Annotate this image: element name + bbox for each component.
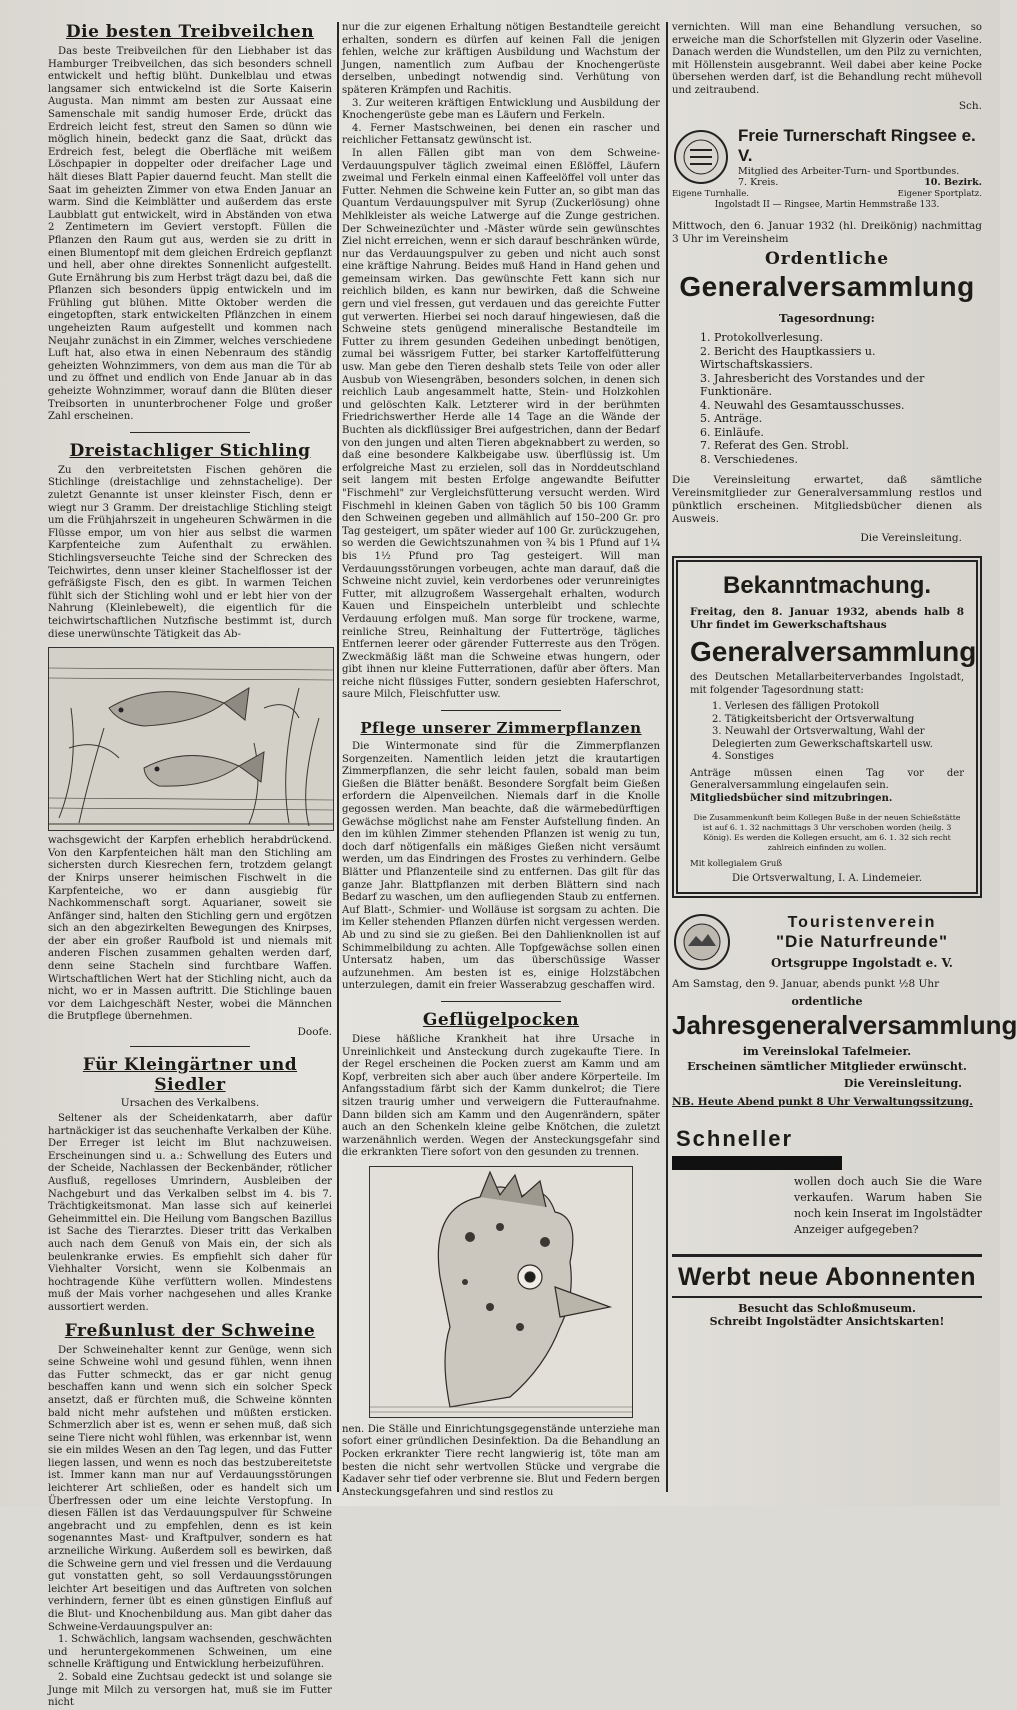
ad1-address: Ingolstadt II — Ringsee, Martin Hemmstraße 133.	[714, 200, 940, 211]
ad1-agenda-item: 6. Einläufe.	[700, 425, 764, 439]
ad4-title: Schneller	[676, 1125, 794, 1151]
ad2-org: des Deutschen Metallarbeiterverbandes Ingolstadt, mit folgender Tagesordnung statt:	[690, 672, 964, 696]
ad1-generalversammlung: Generalversammlung	[679, 271, 975, 303]
ad2-generalversammlung: Generalversammlung	[690, 636, 977, 668]
ad1-agenda-item: 2. Bericht des Hauptkassiers u. Wirtschaftskassiers.	[700, 344, 876, 372]
article-body-treibveilchen: Das beste Treibveilchen für den Liebhaber ist das Hamburger Treibveilchen, das sich besonders schnell entwickelt und heftig blüht. Dunkelblau und etwas langsamer sich entwickelnd ist die Sorte Kaiserin Augusta. Man nimmt am besten zur Aussaat eine Samenschale mit sandig humoser Erde, drückt das Erdreich leicht fest, streut den Samen so dünn wie möglich hinein, bedeckt ganz die Saat, drückt das Erdreich fest, belegt die Oberfläche mit weißem Löschpapier in doppelter oder dreifacher Lage und hält dieses Blatt Papier dauernd feucht. Man stellt die Saat im geheizten Zimmer von etwa Enden Januar an warm. Sind die Keimblätter und außerdem das erste Laubblatt gut entwickelt, wird in Abständen von etwa 2 Zentimetern im Geviert verstopft. Füllen die Pflanzen den Raum gut aus, werden sie zu dritt in einen Blumentopf mit dem gleichen Erdreich gepflanzt und hell, aber ohne direktes Sonnenlicht aufgestellt. Gute Ernährung bis zum Herbst trägt dazu bei, daß die Pflanzen sich besonders üppig entwickeln und im Frühling gut blühen. Mitte Oktober werden die eingetopften, stark entwickelten Pflänzchen in einem ungeheizten Raum aufgestellt und kommen nach Neujahr zunächst in ein Zimmer, welches verschiedene Luft hat, also etwa in einen Nebenraum des ständig geheizten Wohnzimmers, von dem aus man die Tür ab und zu öffnet und endlich von Ende Januar ab in das geheizte Wohnzimmer, worauf dann die Blüten dieser Treibsorten in ununterbrochener Folge und großer Zahl erscheinen.	[48, 46, 333, 423]
article-author-stichling: Doofe.	[297, 1026, 332, 1039]
ad-bekanntmachung	[672, 556, 982, 898]
ad-werbt-abonnenten	[672, 1254, 982, 1328]
club-emblem-icon	[672, 128, 730, 186]
divider	[130, 432, 250, 433]
ad1-note: Die Vereinsleitung erwartet, daß sämtliche Vereinsmitglieder zur Generalversammlung restlos und pünktlich erscheinen. Mitgliedsbücher dienen als Ausweis.	[672, 474, 982, 526]
ad-naturfreunde	[672, 912, 1017, 1108]
ad2-small-notice: Die Zusammenkunft beim Kollegen Buße in der neuen Schießstätte ist auf 6. 1. 32 nachmittags 3 Uhr verschoben worden (heilg. 3 König). Es werden die Kollegen ersucht, am 6. 1. 32 sich recht zahlreich einfinden zu wollen.	[693, 813, 961, 853]
ad1-agenda-item: 7. Referat des Gen. Strobl.	[700, 439, 850, 453]
ad2-agenda-item: 1. Verlesen des fälligen Protokoll	[712, 701, 880, 713]
ad-schneller	[672, 1126, 982, 1238]
column-2	[342, 22, 660, 1498]
article-title-stichling: Dreistachliger Stichling	[69, 440, 311, 461]
article-author-gefluegelpocken: Sch.	[958, 99, 982, 112]
ad3-group: Ortsgruppe Ingolstadt e. V.	[771, 956, 953, 971]
article-body-zimmerpflanzen: Die Wintermonate sind für die Zimmerpflanzen Sorgenzeiten. Namentlich leiden jetzt die krautartigen Zimmerpflanzen, die sehr leicht faulen, sobald man beim Gießen die Blätter benäßt. Besondere Sorgfalt beim Gießen erfordern die Alpenveilchen. Niemals darf in die Knolle gegossen werden. Man beachte, daß die wärmebedürftigen Gewächse möglichst nahe am Fenster Aufstellung finden. An den im kühlen Zimmer stehenden Pflanzen ist wenig zu tun, doch darf nötigenfalls ein mäßiges Gießen nicht versäumt werden, um das Eindringen des Frostes zu verhindern. Gelbe Blätter und Pflanzenteile sind zu entfernen. Das gilt für das ganze Jahr. Blattpflanzen mit derben Blättern sind nach Bedarf zu waschen, um den aufliegenden Staub zu entfernen. Auf Blatt-, Schmier- und Wolläuse ist sorgsam zu achten. Die im Keller stehenden Pflanzen dürfen nicht vergessen werden. Ab und zu sind sie zu gießen. Bei den Dahlienknollen ist auf Schimmelbildung zu achten. Alle Topfgewächse sollen einen Untersatz haben, um das überschüssige Wasser aufzunehmen. Am besten ist es, einige Holzstäbchen unterzulegen, damit ein freier Wasserabzug geschaffen wird.	[342, 741, 660, 992]
ad5-title: Werbt neue Abonnenten	[678, 1262, 976, 1291]
article-title-gefluegelpocken: Geflügelpocken	[422, 1009, 580, 1030]
ad1-ordentliche: Ordentliche	[764, 249, 890, 270]
ad1-membership: Mitglied des Arbeiter-Turn- und Sportbundes.	[738, 165, 960, 177]
article-body-gefluegelpocken-end: vernichten. Will man eine Behandlung versuchen, so erweiche man die Schorfstellen mit Glyzerin oder Vaseline. Danach werden die Wundstellen, um den Pilz zu vernichten, mit Höllenstein ausgebrannt. Weil dabei aber keine Pocke übersehen werden darf, ist die Behandlung recht mühevoll und zeitraubend.	[672, 22, 982, 96]
ad2-greeting: Mit kollegialem Gruß	[690, 859, 783, 870]
ad1-agenda-item: 4. Neuwahl des Gesamtausschusses.	[700, 398, 905, 412]
article-title-treibveilchen: Die besten Treibveilchen	[65, 22, 315, 42]
ad1-agenda-title: Tagesordnung:	[779, 311, 875, 326]
ad2-agenda-item: 3. Neuwahl der Ortsverwaltung, Wahl der Delegierten zum Gewerkschaftskartell usw.	[712, 726, 933, 750]
article-body-gefluegelpocken: Diese häßliche Krankheit hat ihre Ursache in Unreinlichkeit und Ansteckung durch zugekaufte Tiere. In der Regel erscheinen die Pocken zuerst am Kamm und am Kopf, verbreiten sich aber auch über andere Körperteile. Im Anfangsstadium färbt sich der Kamm dunkelrot; die Tiere sitzen traurig umher und verweigern die Futteraufnahme. Dann bilden sich am Kamm und den Augenrändern, später auch an den Schenkeln kleine gelbe Knötchen, die zuletzt warzenähnlich werden. Wegen der Ansteckungsgefahr sind die erkrankten Tiere sofort von den gesunden zu trennen.	[342, 1033, 660, 1159]
fish-illustration	[48, 647, 334, 831]
article-body-fressunlust-cont: nur die zur eigenen Erhaltung nötigen Bestandteile gereicht erhalten, sondern es dürfen auf keinen Fall die jenigen fehlen, welche zur kräftigen Ausbildung und Wachstum der Jungen, namentlich zum Aufbau der Knochengerüste derselben, unbedingt notwendig sind. Verhütung von späteren Krämpfen und Rachitis. 3. Zur weiteren kräftigen Entwicklung und Ausbildung der Knochengerüste gebe man es Läufern und Ferkeln. 4. Ferner Mastschweinen, bei denen ein rascher und reichlicher Fettansatz gewünscht ist. In allen Fällen gibt man von dem Schweine-Verdauungspulver täglich zweimal einen Eßlöffel, Läufern zweimal und Ferkeln einmal einen Kaffeelöffel voll unter das Futter. Nehmen die Schweine kein Futter an, so gibt man das Quantum Verdauungspulver mit Syrup (Zuckerlösung) ohne Mehlkleister als weiche Latwerge auf die Zunge gestrichen. Der Schweinezüchter und -Mäster würde sein gewünschtes Ziel nicht erreichen, wenn er sich darauf beschränken würde, nur das Verdauungspulver zu geben und nicht auch sonst eine kräftige Nahrung. Beides muß Hand in Hand gehen und gemeinsam wirken. Das gewünschte Fett kann sich nur reichlich bilden, es kann nur bewirken, daß die Schweine gern und viel fressen, gut verdauen und das gereichte Futter gut verwerten. Hierbei sei noch darauf hingewiesen, daß die Schweine stets genügend mineralische Bestandteile im Futter zu ihrem gesunden Gedeihen unbedingt benötigen, zumal bei wässrigem Futter, bei starker Kartoffelfütterung usw. Man gebe den Tieren deshalb stets Teile von oder aller Ausbub von Wiesengräben, besonders solchen, in denen sich reichlich Laub angesammelt hatte, Stein- und Holzkohlen und gelöschten Kalk. Letzterer wird in der berühmten Friedrichswerther Herde alle 14 Tage an die Wände der Buchten als dickflüssiger Brei aufgestrichen, dann der Bedarf von den jungen und alten Tieren abgeknabbert zu werden, so daß eine besondere Kalkbeigabe usw. überflüssig ist. Um erfolgreiche Mast zu erzielen, soll das in Norddeutschland seit langem mit besten Erfolge angewandte Beifutter "Fischmehl" zur Vergleichsfütterung versucht werden. Wird Fischmehl in kleinen Gaben von täglich 50 bis 100 Gramm den Schweinen gegeben und allmählich auf 150–200 Gr. pro Tag gesteigert, um später wieder auf 100 Gr. zurückzugehen, so werden die Gewichtszunahmen von ¾ bis 1 Pfund auf 1¼ bis 1½ Pfund pro Tag gesteigert. Will man Verdauungsstörungen vorbeugen, achte man darauf, daß die Schweine nicht zuviel, kein verdorbenes oder verunreinigtes Futter, mit allzugroßem Wassergehalt erhalten, wodurch Kauen und Einspeicheln unterbleibt und schlechte Verdauung erfolgen muß. Man sorge für trockene, warme, reinliche Streu, Reinhaltung der Futtertröge, tägliches Entfernen leerer oder gärender Futterreste aus den Trögen. Zweckmäßig läßt man die Schweine etwas hungern, oder gibt ihnen nur kleine Futterrationen, dafür aber öfters. Man reiche nicht flüssiges Futter, sondern gesiebten Haferschrot, saure Milch, Fleischfutter usw.	[342, 22, 660, 701]
article-title-zimmerpflanzen: Pflege unserer Zimmerpflanzen	[360, 719, 642, 738]
ad3-place: im Vereinslokal Tafelmeier.	[742, 1044, 912, 1058]
article-body-stichling-cont: wachsgewicht der Karpfen erheblich herabdrückend. Von den Karpfenteichen hält man den Stichling am sichersten durch Kiesrechen fern, trotzdem gelangt der Knirps unserer heimischen Fischwelt in die Karpfenteiche, wo er dann ausgiebig für Nachkommenschaft sorgt. Aquarianer, soweit sie Anfänger sind, halten den Stichling gern und ergötzen sich an den abgezirkelten Bewegungen des Knirpses, der aber ein großer Raufbold ist und niemals mit anderen Fischen zusammen gehalten werden darf, denn seine Stacheln sind furchtbare Waffen. Wirtschaftlichen Wert hat der Stichling nicht, auch da nicht, wo er in Massen auftritt. Die Stichlinge bauen vor dem Laichgeschäft Nester, wobei die Männchen die Brutpflege übernehmen.	[48, 835, 332, 1023]
ad1-club-name: Freie Turnerschaft Ringsee e. V.	[738, 125, 976, 165]
ad2-title: Bekanntmachung.	[722, 572, 932, 600]
ad3-name-quote: "Die Naturfreunde"	[775, 932, 949, 952]
ad4-black-bar	[672, 1156, 842, 1170]
ad1-turnhalle: Eigene Turnhalle.	[672, 188, 749, 199]
ad1-agenda-item: 5. Anträge.	[700, 412, 763, 426]
column-rule-1	[337, 22, 339, 1492]
ad1-kreis: 7. Kreis.	[738, 177, 779, 189]
ad1-agenda-item: 1. Protokollverlesung.	[700, 331, 824, 345]
ad2-date: Freitag, den 8. Januar 1932, abends halb 8 Uhr findet im Gewerkschaftshaus	[690, 606, 964, 632]
ad1-sportplatz: Eigener Sportplatz.	[897, 188, 982, 199]
article-body-verkalben: Seltener als der Scheidenkatarrh, aber dafür hartnäckiger ist das seuchenhafte Verkalben der Kühe. Der Erreger ist leicht im Blut nachzuweisen. Erscheinungen sind u. a.: Schwellung des Euters und der Scheide, Nachlassen der Beckenbänder, rötlicher Ausfluß, regelloses Umrindern, Ausbleiben der Nachgeburt und das Verkalben selbst im 4. bis 7. Trächtigkeitsmonat. Man lasse sich auf keinerlei Geheimmittel ein. Die Heilung vom Bangschen Bazillus ist Sache des Tierarztes. Dieser tritt das Verkalben auch nach dem Genuß von Mais ein, der sich als beulenkranke erwies. Es empfiehlt sich daher für Viehhalter Vorsicht, wenn sie Kolbenmais an hochtragende Kühe verfüttern wollen. Mindestens muß der Mais vorher nachgesehen und alles Kranke aussortiert werden.	[48, 1113, 332, 1313]
ad2-agenda-item: 2. Tätigkeitsbericht der Ortsverwaltung	[712, 713, 915, 725]
ad1-signature: Die Vereinsleitung.	[860, 532, 962, 545]
ad1-date: Mittwoch, den 6. Januar 1932 (hl. Dreikönig) nachmittag 3 Uhr im Vereinsheim	[672, 219, 982, 245]
article-title-kleingaertner: Für Kleingärtner und Siedler	[82, 1055, 298, 1096]
ad2-signature: Die Ortsverwaltung, I. A. Lindemeier.	[731, 873, 923, 885]
ad3-date: Am Samstag, den 9. Januar, abends punkt ½8 Uhr	[672, 978, 940, 991]
ad2-agenda-item: 4. Sonstiges	[712, 751, 774, 763]
ad3-signature: Die Vereinsleitung.	[843, 1076, 962, 1090]
ad5-line2: Schreibt Ingolstädter Ansichtskarten!	[709, 1314, 945, 1328]
ad1-agenda-item: 8. Verschiedenes.	[700, 452, 798, 466]
divider	[441, 1001, 561, 1002]
column-1	[48, 22, 333, 1709]
ad1-agenda-item: 3. Jahresbericht des Vorstandes und der Funktionäre.	[700, 371, 925, 399]
ad2-note-books: Mitgliedsbücher sind mitzubringen.	[690, 792, 893, 804]
ad-freie-turnerschaft	[672, 126, 982, 545]
article-body-fressunlust: Der Schweinehalter kennt zur Genüge, wenn sich seine Schweine wohl und gesund fühlen, wenn ihnen das Futter schmeckt, das er gar nicht genug beschaffen kann und wenn sich ein solcher Speck ansetzt, daß er fürchten muß, die Schweine könnten bald nicht mehr aufstehen und müßten ersticken. Schmerzlich aber ist es, wenn er sehen muß, daß sich seine Tiere nicht wohl fühlen, was erkennbar ist, wenn sie ein mildes Wesen an den Tag legen, und das Futter liegen lassen, und wenn es noch das bestzubereitetste ist. Immer kann man nur auf Verdauungsstörungen leichterer Art schließen, oder es handelt sich um Überfressen oder um eine leichte Verstopfung. In diesen Fällen ist das Verdauungspulver für Schweine angebracht und zu empfehlen, denn es ist kein sogenanntes Mast- und Kraftpulver, sondern es hat arzneiliche Wirkung. Außerdem soll es bewirken, daß die Schweine gern und viel fressen und die Verdauung gut vonstatten geht, so soll Verdauungsstörungen leichter Art beseitigen und das Auftreten von solchen verhindern, ferner übt es einen günstigen Einfluß auf die Blut- und Knochenbildung aus. Man gibt daher das Schweine-Verdauungspulver an: 1. Schwächlich, langsam wachsenden, geschwächten und heruntergekommenen Schweinen, um eine schnelle Kräftigung und Entwicklung herbeizuführen. 2. Sobald eine Zuchtsau gedeckt ist und solange sie Junge mit Milch zu versorgen hat, muß sie im Futter nicht	[48, 1344, 332, 1709]
ad3-jahresgeneralversammlung: Jahresgeneralversammlung	[672, 1009, 1017, 1040]
divider	[441, 710, 561, 711]
ad3-nb: NB. Heute Abend punkt 8 Uhr Verwaltungssitzung.	[672, 1095, 973, 1108]
ad2-note: Anträge müssen einen Tag vor der Generalversammlung eingelaufen sein.	[690, 767, 964, 792]
ad5-line1: Besucht das Schloßmuseum.	[738, 1301, 916, 1315]
column-rule-2	[666, 22, 668, 1492]
rooster-head-illustration	[369, 1166, 633, 1418]
article-body-stichling: Zu den verbreitetsten Fischen gehören die Stichlinge (dreistachlige und zehnstachelige). Der zuletzt Genannte ist unser kleinster Fisch, denn er wiegt nur 3 Gramm. Der dreistachlige Stichling steigt um die Frühjahrszeit in ungeheuren Schwärmen in die Flüsse empor, um von hier aus selbst die warmen Karpfenteiche zum Aufenthalt zu erwählen. Stichlingsverseuchte Teiche sind der Schrecken des Teichwirtes, denn unser kleiner Stachelflosser ist der gefräßigste Fisch, den es gibt. In warmen Teichen fühlt sich der Stichling wohl und er lebt hier von der Nahrung (Kleinlebewelt), die eigentlich für die teichwirtschaftlichen Nutzfische bestimmt ist, durch diese unerwünschte Tätigkeit das Ab-	[48, 464, 332, 640]
naturfreunde-emblem-icon	[672, 912, 732, 972]
article-subtitle-verkalben: Ursachen des Verkalbens.	[120, 1097, 260, 1110]
ad1-bezirk: 10. Bezirk.	[924, 177, 982, 189]
divider	[130, 1046, 250, 1047]
article-body-gefluegelpocken-cont: nen. Die Ställe und Einrichtungsgegenstände unterziehe man sofort einer gründlichen Desinfektion. Da die Behandlung an Pocken erkrankter Tiere recht langwierig ist, töte man am besten die nicht sehr wertvollen Stücke und vergrabe die Kadaver sehr tief oder verbrenne sie. Blut und Federn bergen Ansteckungsgefahren und sind restlos zu	[342, 1423, 660, 1498]
article-title-fressunlust: Freßunlust der Schweine	[64, 1320, 316, 1341]
column-3	[672, 22, 1017, 1492]
ad3-ordentliche: ordentliche	[791, 994, 863, 1008]
ad4-body: wollen doch auch Sie die Ware verkaufen. Warum haben Sie noch kein Inserat im Ingolstädter Anzeiger aufgegeben?	[794, 1174, 982, 1236]
ad3-name: Touristenverein	[787, 914, 937, 932]
ad3-invite: Erscheinen sämtlicher Mitglieder erwünscht.	[687, 1059, 967, 1073]
